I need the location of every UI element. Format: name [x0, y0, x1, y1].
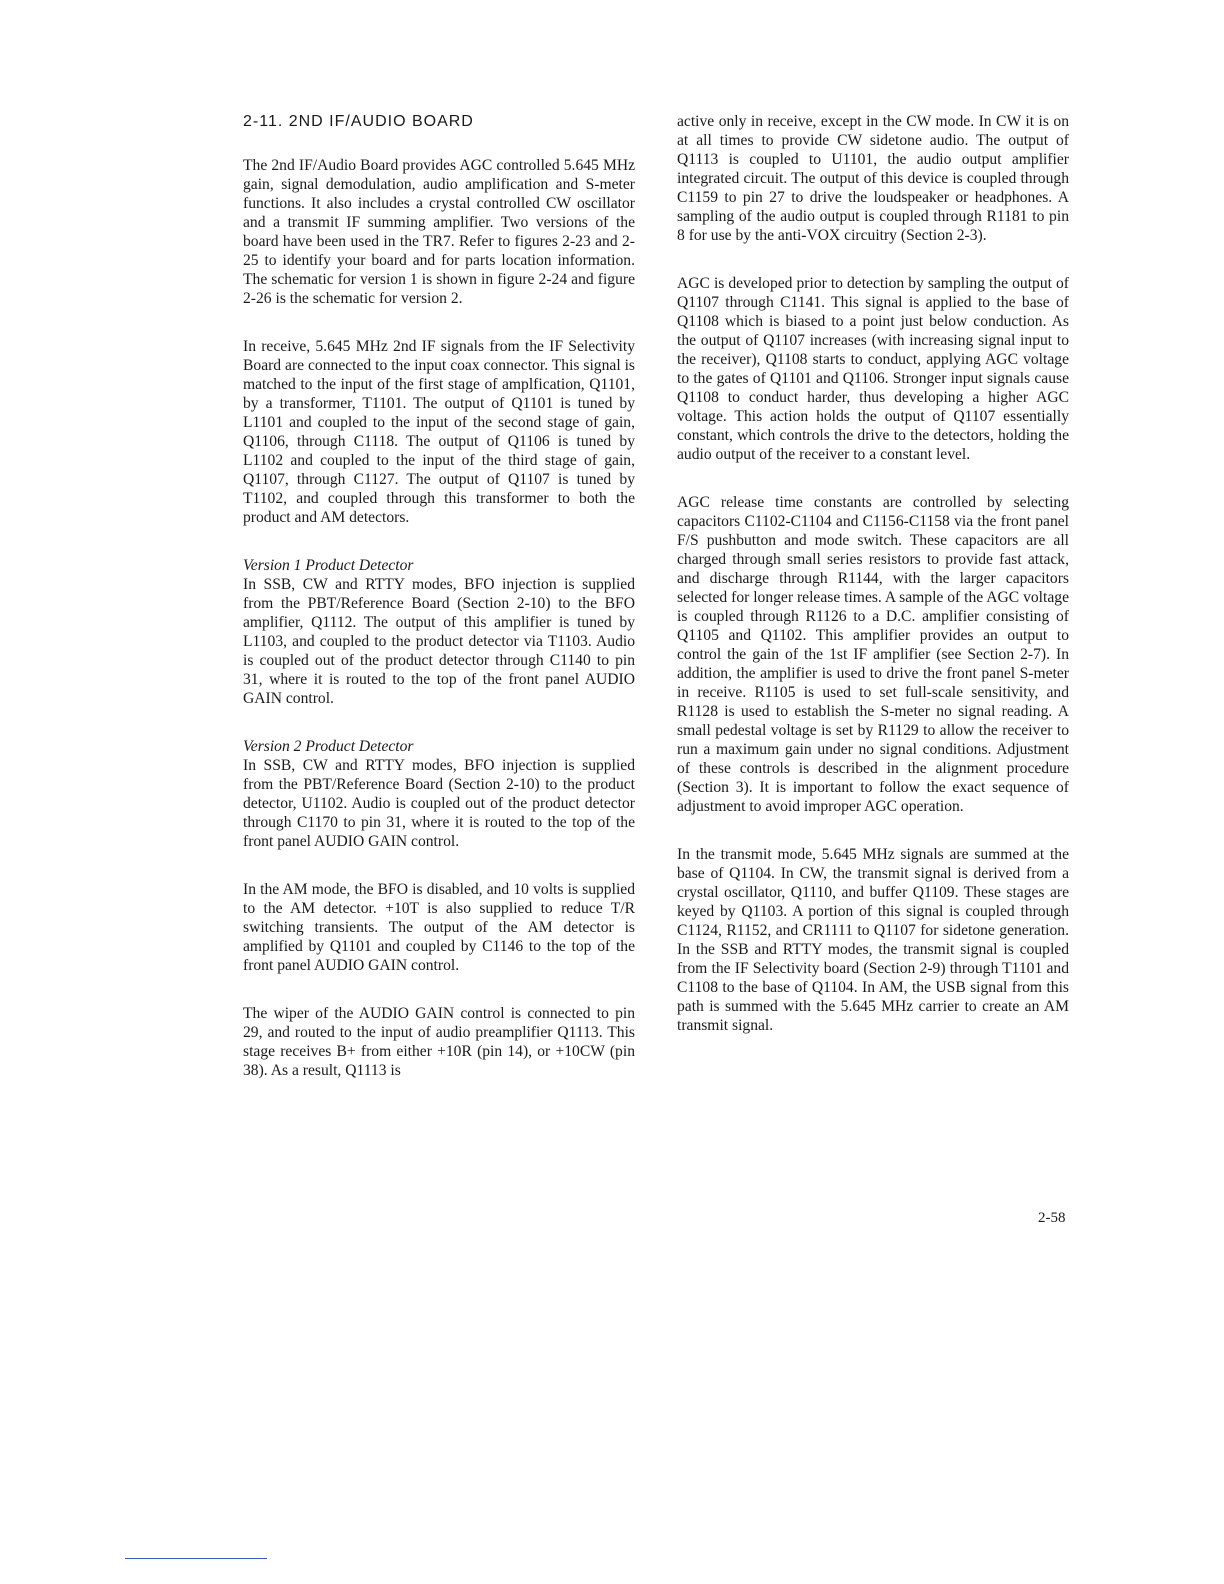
version-1-section — [243, 556, 635, 708]
agc-paragraph: AGC is developed prior to detection by sampling the output of Q1107 through C1141. This signal is applied to the base of Q1108 which is biased to a point just below conduction. As the output of Q1107 increases (with increasing signal input to the receiver), Q1108 starts to conduct, applying AGC voltage to the gates of Q1101 and Q1106. Stronger input signals cause Q1108 to conduct harder, thus developing a higher AGC voltage. This action holds the output of Q1107 essentially constant, which controls the drive to the detectors, holding the audio output of the receiver to a constant level. — [677, 275, 1069, 463]
version-1-text: In SSB, CW and RTTY modes, BFO injection is supplied from the PBT/Reference Board (Section 2-10) to the BFO amplifier, Q1112. The output of this amplifier is tuned by L1103, and coupled to the product detector via T1103. Audio is coupled out of the product detector through C1140 to pin 31, where it is routed to the top of the front panel AUDIO GAIN control. — [243, 576, 635, 707]
section-heading: 2-11. 2ND IF/AUDIO BOARD — [243, 113, 474, 130]
transmit-paragraph: In the transmit mode, 5.645 MHz signals are summed at the base of Q1104. In CW, the transmit signal is derived from a crystal oscillator, Q1110, and buffer Q1109. These stages are keyed by Q1103. A portion of this signal is coupled through C1124, R1152, and CR1111 to Q1107 for sidetone generation. In the SSB and RTTY modes, the transmit signal is coupled from the IF Selectivity board (Section 2-9) through T1101 and C1108 to the base of Q1104. In AM, the USB signal from this path is summed with the 5.645 MHz carrier to create an AM transmit signal. — [677, 846, 1069, 1034]
version-1-title: Version 1 Product Detector — [243, 557, 414, 574]
receive-paragraph: In receive, 5.645 MHz 2nd IF signals from the IF Selectivity Board are connected to the input coax connector. This signal is matched to the input of the first stage of amplfication, Q1101, by a transformer, T1101. The output of Q1101 is tuned by L1101 and coupled to the input of the second stage of gain, Q1106, through C1118. The output of Q1106 is tuned by L1102 and coupled to the input of the third stage of gain, Q1107, through C1127. The output of Q1107 is tuned by T1102, and coupled through this transformer to both the product and AM detectors. — [243, 338, 635, 526]
footer-rule — [125, 1558, 267, 1559]
am-mode-paragraph: In the AM mode, the BFO is disabled, and 10 volts is supplied to the AM detector. +10T is also supplied to reduce T/R switching transients. The output of the AM detector is amplified by Q1101 and coupled by C1146 to the top of the front panel AUDIO GAIN control. — [243, 881, 635, 974]
intro-paragraph: The 2nd IF/Audio Board provides AGC controlled 5.645 MHz gain, signal demodulation, audio amplification and S-meter functions. It also includes a crystal controlled CW oscillator and a transmit IF summing amplifier. Two versions of the board have been used in the TR7. Refer to figures 2-23 and 2-25 to identify your board and for parts location information. The schematic for version 1 is shown in figure 2-24 and figure 2-26 is the schematic for version 2. — [243, 157, 635, 307]
version-2-title: Version 2 Product Detector — [243, 738, 414, 755]
right-column — [677, 112, 1069, 1064]
version-2-section — [243, 737, 635, 851]
agc-release-paragraph: AGC release time constants are controlled by selecting capacitors C1102-C1104 and C1156-C1158 via the front panel F/S pushbutton and mode switch. These capacitors are all charged through small series resistors to provide fast attack, and discharge through R1144, with the larger capacitors selected for longer release times. A sample of the AGC voltage is coupled through R1126 to a D.C. amplifier consisting of Q1105 and Q1102. This amplifier provides an output to control the gain of the 1st IF amplifier (see Section 2-7). In addition, the amplifier is used to drive the front panel S-meter in receive. R1105 is used to set full-scale sensitivity, and R1128 is used to establish the S-meter no signal reading. A small pedestal voltage is set by R1129 to allow the receiver to run a maximum gain under no signal conditions. Adjustment of these controls is described in the alignment procedure (Section 3). It is important to follow the exact sequence of adjustment to avoid improper AGC operation. — [677, 494, 1069, 815]
audio-gain-paragraph: The wiper of the AUDIO GAIN control is connected to pin 29, and routed to the input of audio preamplifier Q1113. This stage receives B+ from either +10R (pin 14), or +10CW (pin 38). As a result, Q1113 is — [243, 1005, 635, 1079]
version-2-text: In SSB, CW and RTTY modes, BFO injection is supplied from the PBT/Reference Board (Section 2-10) to the product detector, U1102. Audio is coupled out of the product detector through C1170 to pin 31, where it is routed to the top of the front panel AUDIO GAIN control. — [243, 757, 635, 850]
left-column — [243, 112, 635, 1109]
continuation-paragraph: active only in receive, except in the CW mode. In CW it is on at all times to provide CW sidetone audio. The output of Q1113 is coupled to U1101, the audio output amplifier integrated circuit. The output of this device is coupled through C1159 to pin 27 to drive the loudspeaker or headphones. A sampling of the audio output is coupled through R1181 to pin 8 for use by the anti-VOX circuitry (Section 2-3). — [677, 113, 1069, 244]
page-number: 2-58 — [1038, 1210, 1066, 1226]
